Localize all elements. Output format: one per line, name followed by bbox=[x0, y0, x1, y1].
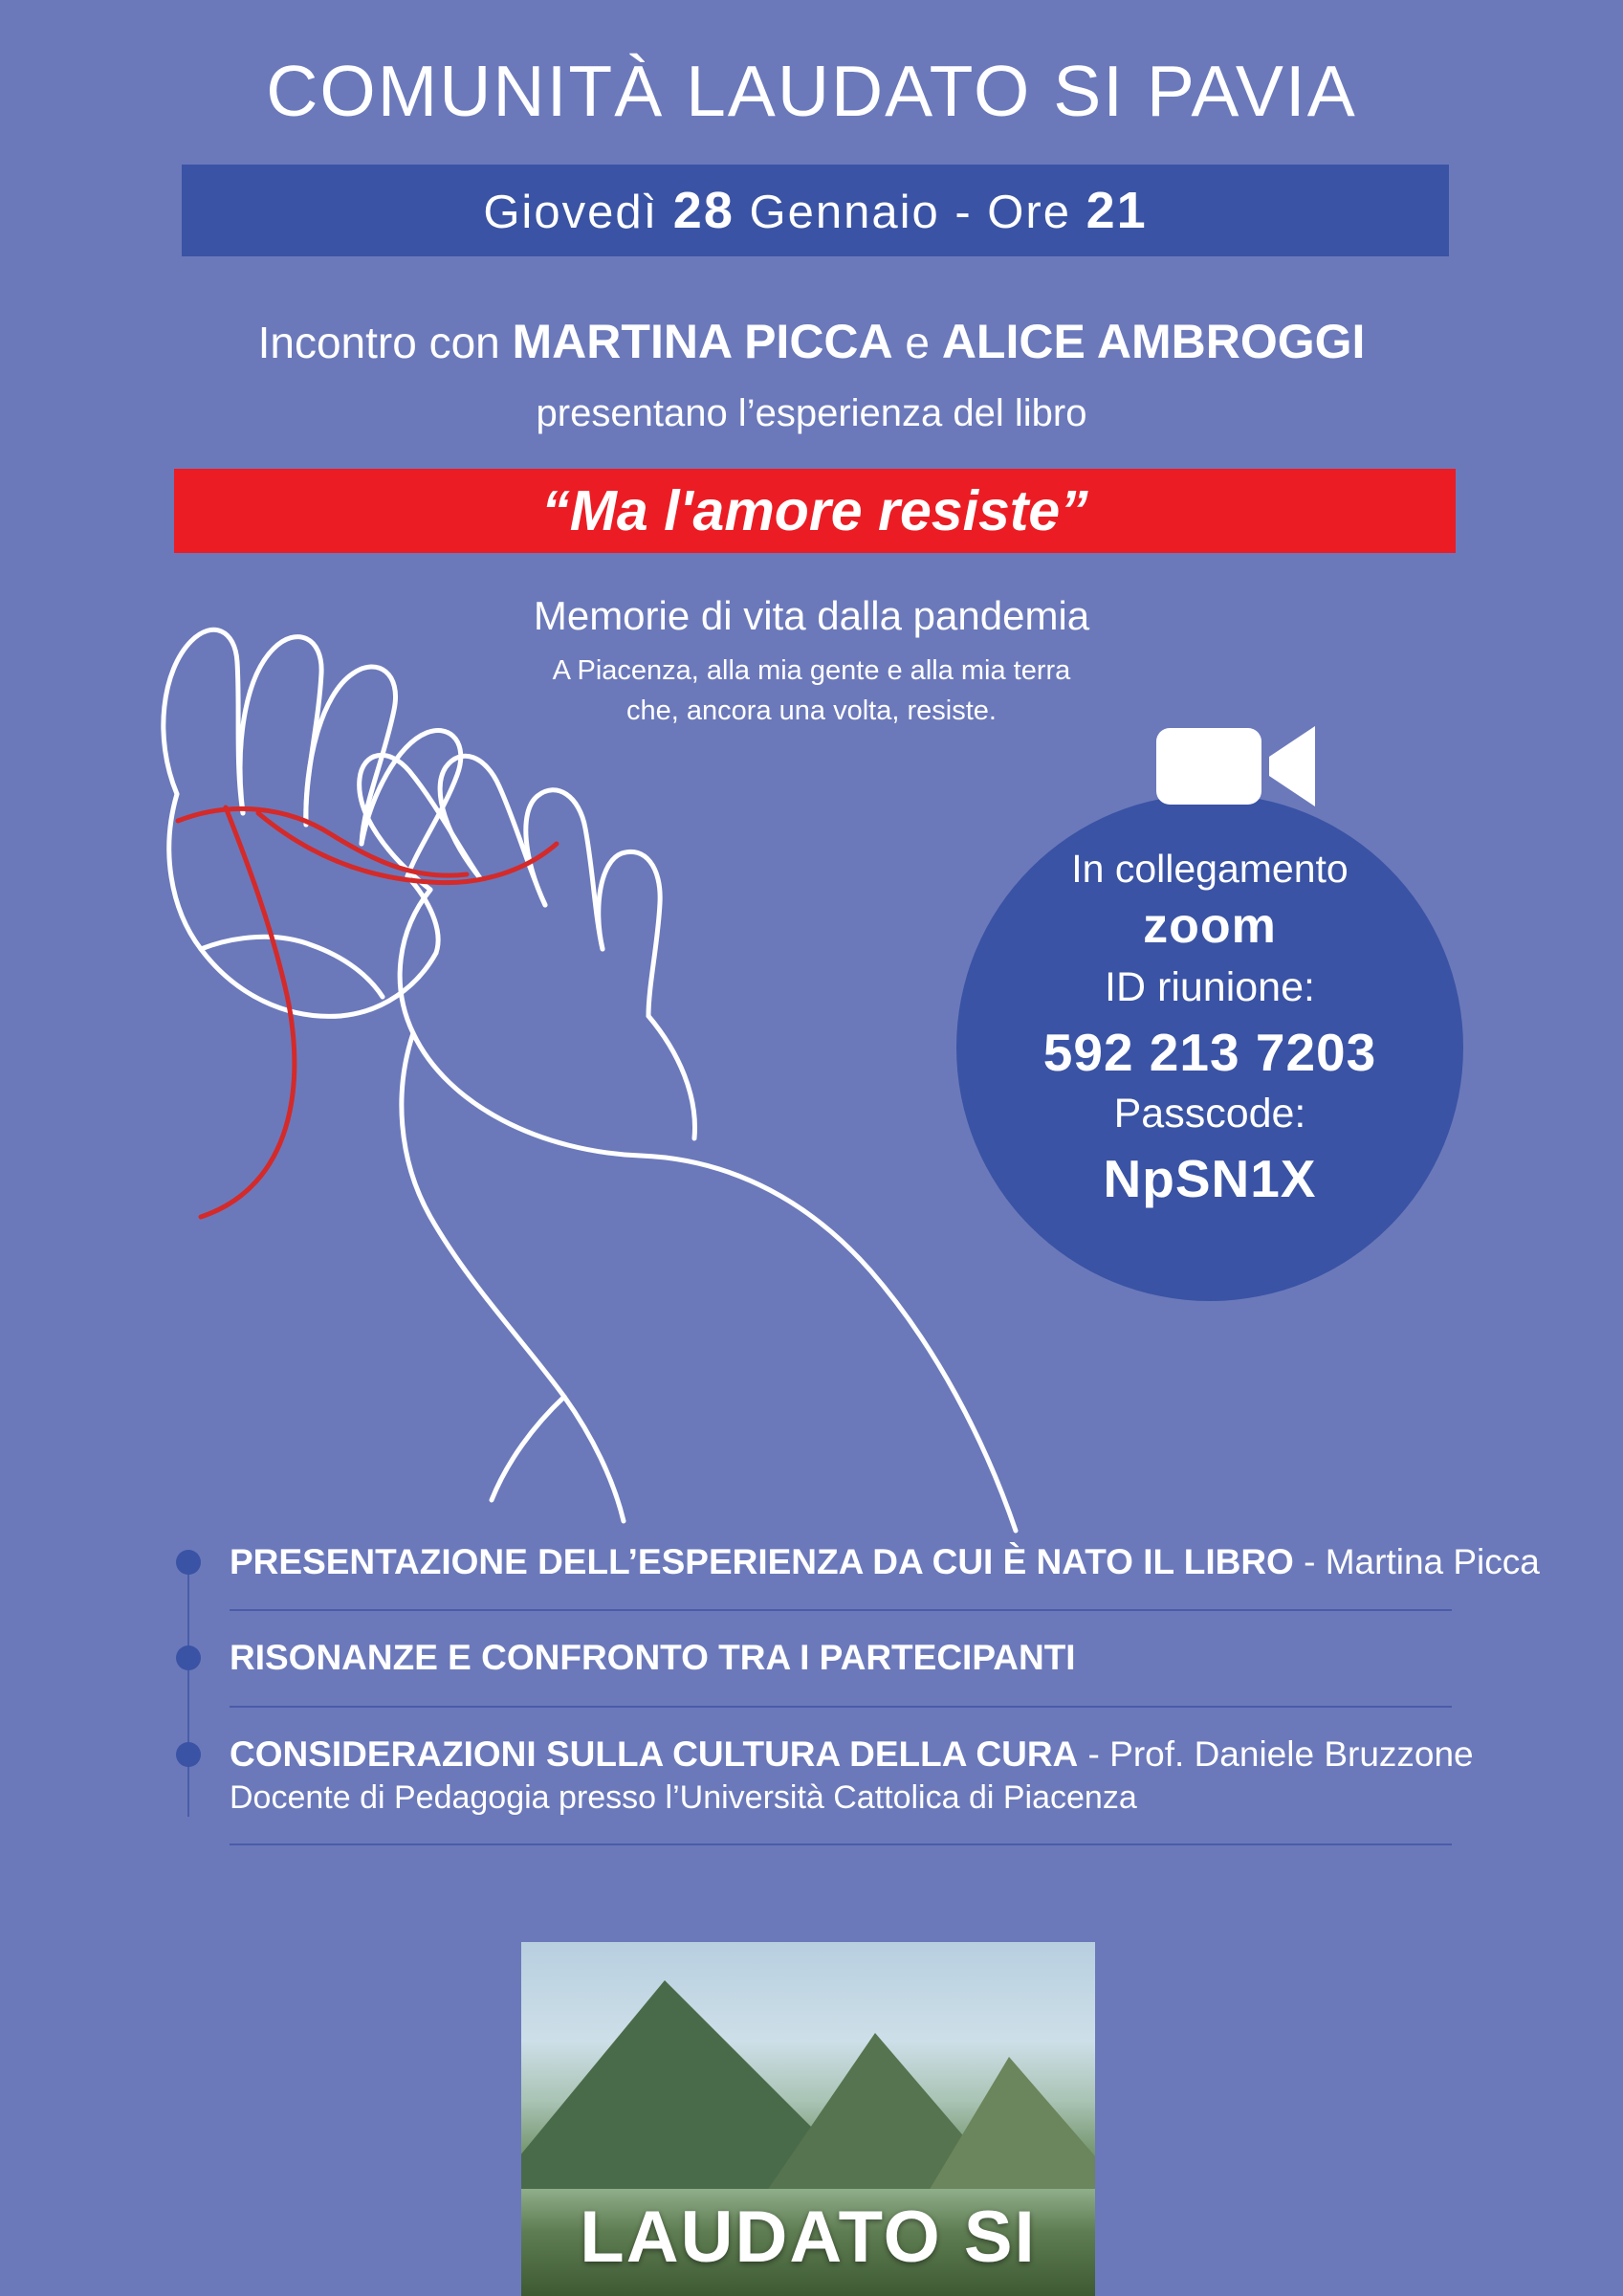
program-item-attribution: - Prof. Daniele Bruzzone bbox=[1078, 1733, 1474, 1774]
zoom-passcode-label: Passcode: bbox=[1113, 1091, 1306, 1137]
program-item-title bbox=[230, 1540, 1540, 1584]
list-item bbox=[170, 1636, 1452, 1680]
program-item-title-text: PRESENTAZIONE DELL’ESPERIENZA DA CUI È NATO IL LIBRO bbox=[230, 1542, 1294, 1581]
bullet-icon bbox=[176, 1550, 201, 1575]
speaker-name-2: ALICE AMBROGGI bbox=[941, 315, 1366, 368]
bullet-icon bbox=[176, 1645, 201, 1670]
program-item-attribution: - Martina Picca bbox=[1293, 1542, 1540, 1581]
book-title: “Ma l'amore resiste” bbox=[541, 479, 1088, 542]
speaker-name-1: MARTINA PICCA bbox=[512, 315, 893, 368]
dedication-line-2: che, ancora una volta, resiste. bbox=[626, 695, 997, 727]
book-subtitle: Memorie di vita dalla pandemia bbox=[533, 593, 1090, 638]
program-item-title-text: RISONANZE E CONFRONTO TRA I PARTECIPANTI bbox=[230, 1638, 1076, 1678]
date-band bbox=[182, 165, 1449, 256]
date-hour: 21 bbox=[1086, 182, 1148, 239]
divider bbox=[230, 1706, 1452, 1708]
list-item bbox=[170, 1733, 1474, 1819]
date-text bbox=[483, 181, 1147, 240]
zoom-id-label: ID riunione: bbox=[1105, 964, 1315, 1010]
date-day: 28 bbox=[672, 182, 735, 239]
list-item bbox=[170, 1540, 1540, 1584]
speakers-line bbox=[0, 314, 1623, 369]
program-item-note: Docente di Pedagogia presso l’Università Cattolica di Piacenza bbox=[230, 1778, 1137, 1816]
bullet-icon bbox=[176, 1742, 201, 1767]
zoom-meeting-id: 592 213 7203 bbox=[1042, 1023, 1377, 1082]
book-dedication bbox=[0, 651, 1623, 731]
logo-text: LAUDATO SI bbox=[580, 2197, 1037, 2278]
divider bbox=[230, 1843, 1452, 1845]
program-list bbox=[170, 1540, 1540, 1845]
date-month: Gennaio - Ore bbox=[734, 187, 1086, 238]
logo-mountain-3 bbox=[923, 2057, 1095, 2200]
laudato-si-logo bbox=[521, 1942, 1095, 2296]
program-item-title-text: CONSIDERAZIONI SULLA CULTURA DELLA CURA bbox=[230, 1733, 1079, 1774]
speakers-join: e bbox=[892, 318, 942, 367]
divider bbox=[230, 1609, 1452, 1611]
zoom-connection-label: In collegamento bbox=[1071, 847, 1349, 891]
speakers-prefix: Incontro con bbox=[257, 318, 513, 367]
video-camera-icon bbox=[1152, 713, 1325, 818]
presentation-line: presentano l’esperienza del libro bbox=[536, 392, 1087, 434]
program-item-title bbox=[230, 1636, 1452, 1680]
dedication-line-1: A Piacenza, alla mia gente e alla mia terra bbox=[552, 655, 1071, 686]
program-item-title bbox=[230, 1733, 1474, 1777]
book-title-band bbox=[174, 469, 1456, 553]
date-prefix: Giovedì bbox=[483, 187, 673, 238]
page-title: COMUNITÀ LAUDATO SI PAVIA bbox=[266, 51, 1357, 131]
zoom-passcode-value: NpSN1X bbox=[1103, 1149, 1317, 1208]
zoom-platform-label: zoom bbox=[1143, 898, 1277, 954]
